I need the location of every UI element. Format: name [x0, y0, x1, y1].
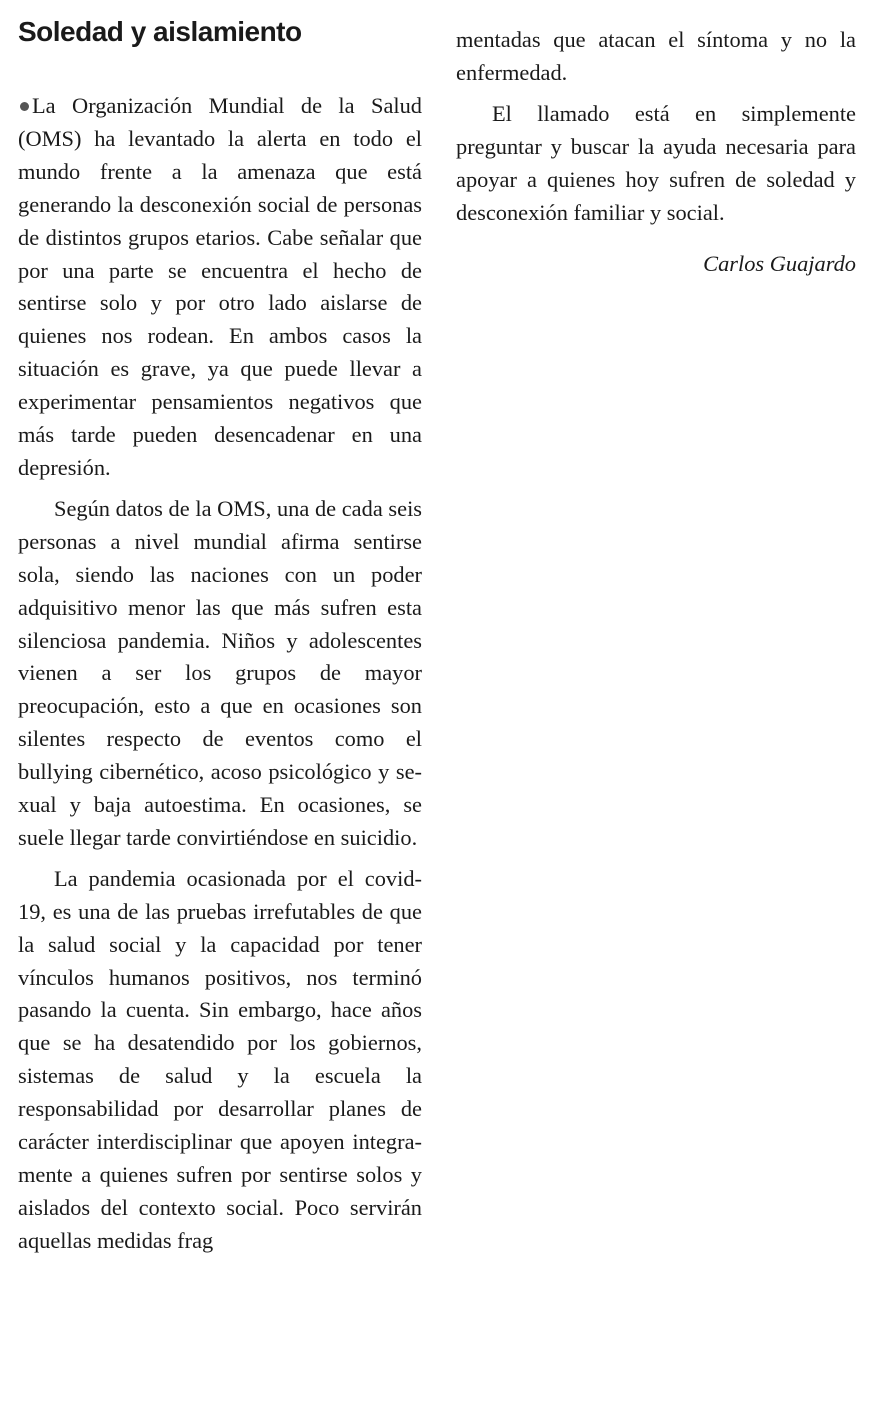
paragraph-3-continued: mentadas que atacan el síntoma y no la enfermedad. — [456, 27, 856, 85]
paragraph-1 — [18, 90, 422, 485]
paragraph-1-text: La Organización Mundial de la Salud (OMS) ha levantado la alerta en todo el mundo frente a la amenaza que está generando la desconexión social de personas de distintos grupos etarios. Cabe señalar que por una parte se encuentra el hecho de sentirse solo y por otro lado aislarse de quienes nos rodean. En ambos casos la situación es grave, ya que puede llevar a experimentar pensamientos negativos que más tarde pueden desencadenar en una depresión. — [18, 93, 422, 480]
paragraph-3: La pandemia ocasionada por el covid-19, es una de las pruebas irrefutables de que la salud social y la capacidad por tener vínculos humanos positivos, nos terminó pasando la cuenta. Sin embargo, hace años que se ha desatendido por los gobiernos, sistemas de salud y la escuela la responsabilidad por desarrollar planes de carácter interdisciplinar que apoyen integramente a quienes sufren por sentirse solos y aislados del contexto social. Poco servirán aquellas medidas frag — [18, 865, 422, 1253]
paragraph-4: El llamado está en simplemente preguntar y buscar la ayuda necesaria para apoyar a quienes hoy sufren de soledad y desconexión familiar y social. — [456, 100, 856, 225]
right-column — [456, 24, 856, 280]
headline: Soledad y aislamiento — [18, 16, 302, 47]
bullet-icon — [20, 102, 29, 111]
left-column — [18, 10, 422, 1258]
paragraph-2: Según datos de la OMS, una de cada seis personas a nivel mundial afirma sentirse sola, siendo las naciones con un poder adquisitivo menor las que más sufren esta silenciosa pandemia. Niños y adolescentes vienen a ser los grupos de mayor preocupación, esto a que en ocasiones son silentes respecto de eventos como el bullying cibernético, acoso psicológico y sexual y baja autoestima. En ocasiones, se suele llegar tarde convirtiéndose en suicidio. — [18, 495, 422, 850]
author-signature: Carlos Guajardo — [703, 251, 856, 277]
